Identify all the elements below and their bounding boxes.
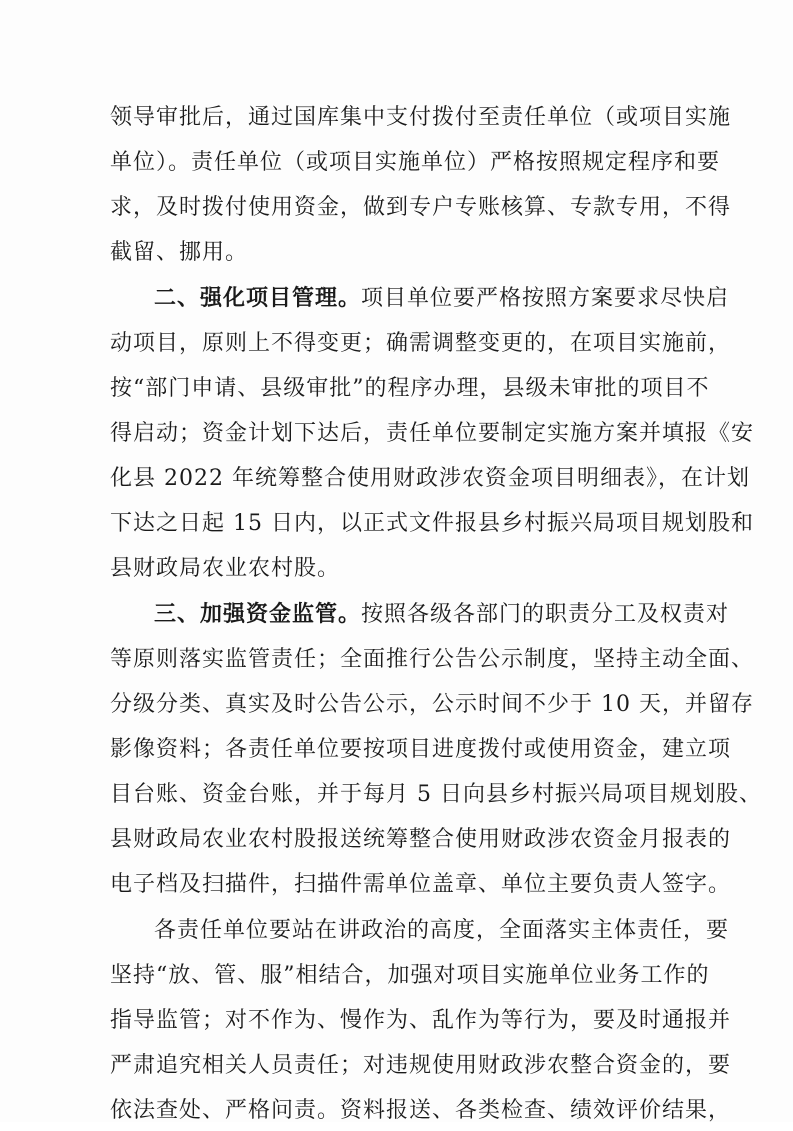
text-line: 化县 2022 年统筹整合使用财政涉农资金项目明细表》，在计划: [110, 466, 750, 491]
text-line: 分级分类、真实及时公告公示，公示时间不少于 10 天，并留存: [110, 692, 754, 717]
text-line: 动项目，原则上不得变更；确需调整变更的，在项目实施前，: [110, 331, 732, 356]
text-line: 得启动；资金计划下达后，责任单位要制定实施方案并填报《安: [110, 421, 755, 446]
section-2-first-line: [154, 279, 730, 319]
text-line: 严肃追究相关人员责任；对违规使用财政涉农整合资金的，要: [110, 1053, 732, 1078]
text-line: 县财政局农业农村股。: [110, 556, 341, 581]
section-3-text: 按照各级各部门的职责分工及权责对: [361, 602, 730, 627]
section-2-heading: 二、强化项目管理。: [154, 286, 362, 311]
text-line: 求，及时拨付使用资金，做到专户专账核算、专款专用，不得: [110, 195, 732, 220]
text-line: 影像资料；各责任单位要按项目进度拨付或使用资金，建立项: [110, 737, 732, 762]
text-line: 领导审批后，通过国库集中支付拨付至责任单位（或项目实施: [110, 105, 732, 130]
text-line: 坚持“放、管、服”相结合，加强对项目实施单位业务工作的: [110, 963, 710, 988]
text-line: 目台账、资金台账，并于每月 5 日向县乡村振兴局项目规划股、: [110, 782, 762, 807]
text-line: 县财政局农业农村股报送统筹整合使用财政涉农资金月报表的: [110, 827, 732, 852]
text-line: 等原则落实监管责任；全面推行公告公示制度，坚持主动全面、: [110, 647, 755, 672]
text-line: 电子档及扫描件，扫描件需单位盖章、单位主要负责人签字。: [110, 872, 732, 897]
section-3-first-line: [154, 595, 730, 635]
section-2-text: 项目单位要严格按照方案要求尽快启: [361, 286, 730, 311]
text-line: 截留、挪用。: [110, 240, 249, 265]
section-3-heading: 三、加强资金监管。: [154, 602, 362, 627]
text-line: 按“部门申请、县级审批”的程序办理，县级未审批的项目不: [110, 376, 710, 401]
text-line: 单位）。责任单位（或项目实施单位）严格按照规定程序和要: [110, 150, 721, 175]
text-line: 依法查处、严格问责。资料报送、各类检查、绩效评价结果，: [110, 1098, 732, 1123]
text-line: 指导监管；对不作为、慢作为、乱作为等行为，要及时通报并: [110, 1008, 732, 1033]
text-line: 下达之日起 15 日内，以正式文件报县乡村振兴局项目规划股和: [110, 511, 754, 536]
text-line: 各责任单位要站在讲政治的高度，全面落实主体责任，要: [154, 918, 730, 943]
